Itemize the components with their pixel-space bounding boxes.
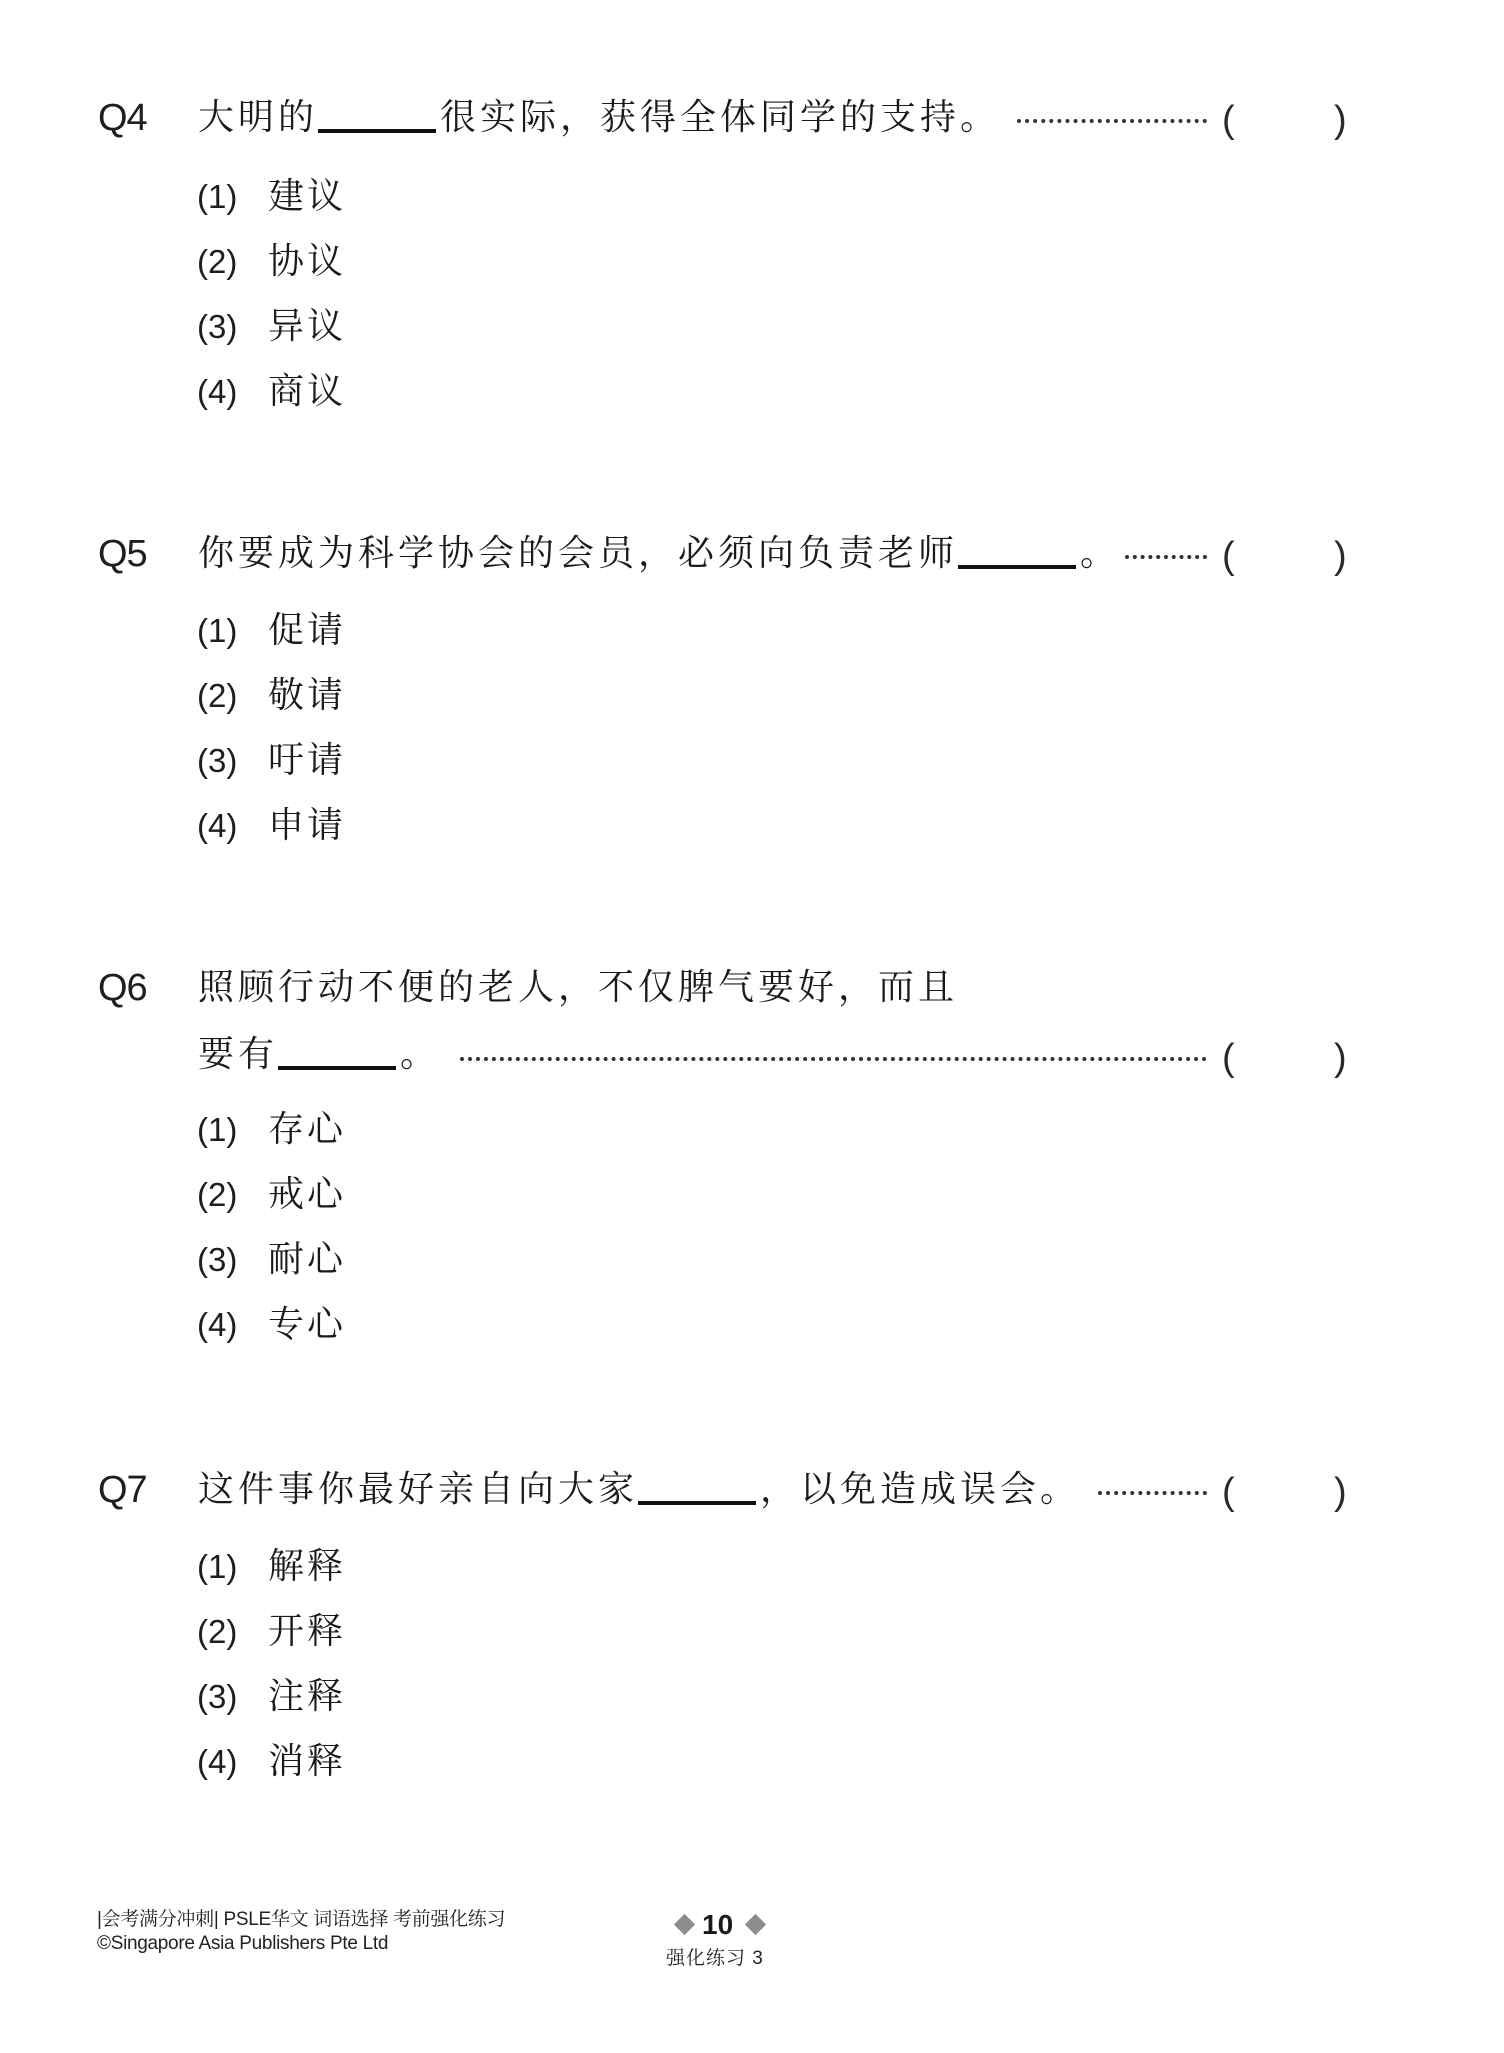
option-text: 解释 (268, 1546, 347, 1587)
answer-bracket-open: ( (1222, 1037, 1235, 1079)
stem-before: 大明的 (198, 97, 319, 138)
option-number: (2) (197, 243, 238, 280)
question-number: Q4 (98, 97, 147, 139)
leader-dots (1017, 119, 1207, 123)
stem-before: 你要成为科学协会的会员，必须向负责老师 (198, 533, 959, 574)
question-number: Q7 (98, 1469, 147, 1511)
leader-dots (460, 1057, 1207, 1061)
option-text: 存心 (268, 1109, 347, 1150)
answer-bracket-close: ) (1334, 1471, 1347, 1513)
option-number: (3) (197, 742, 238, 779)
leader-dots (1098, 1491, 1207, 1495)
question-stem (198, 1470, 1080, 1510)
option-text: 异议 (268, 306, 347, 347)
option-number: (4) (197, 1743, 238, 1780)
option-number: (3) (197, 1241, 238, 1278)
footer-series-title: |会考满分冲刺| PSLE华文 词语选择 考前强化练习 (97, 1909, 506, 1930)
answer-bracket-close: ) (1334, 1037, 1347, 1079)
option-text: 商议 (268, 371, 347, 412)
option-text: 耐心 (268, 1239, 347, 1280)
answer-bracket-open: ( (1222, 535, 1235, 577)
option-number: (3) (197, 1678, 238, 1715)
stem-after: 。 (400, 1034, 441, 1075)
question-stem-line2 (198, 1035, 440, 1075)
option-text: 敬请 (268, 675, 347, 716)
option-number: (2) (197, 1613, 238, 1650)
option-number: (4) (197, 807, 238, 844)
stem-before: 要有 (198, 1034, 279, 1075)
option-text: 专心 (268, 1304, 347, 1345)
page-number: 10 (702, 1909, 734, 1940)
question-stem (198, 534, 1120, 574)
option-text: 戒心 (268, 1174, 347, 1215)
stem-before: 这件事你最好亲自向大家 (198, 1469, 639, 1510)
option-text: 申请 (268, 805, 347, 846)
option-number: (1) (197, 1111, 238, 1148)
option-text: 开释 (268, 1611, 347, 1652)
section-label: 强化练习 3 (666, 1948, 764, 1969)
option-text: 建议 (268, 176, 347, 217)
question-number: Q5 (98, 533, 147, 575)
stem-after: 。 (1080, 533, 1121, 574)
option-number: (4) (197, 1306, 238, 1343)
option-number: (3) (197, 308, 238, 345)
answer-blank (958, 565, 1076, 569)
stem-after: 很实际，获得全体同学的支持。 (440, 97, 1001, 138)
answer-bracket-close: ) (1334, 535, 1347, 577)
question-stem-line1: 照顾行动不便的老人，不仅脾气要好，而且 (198, 967, 959, 1008)
answer-blank (278, 1066, 396, 1070)
option-number: (2) (197, 1176, 238, 1213)
option-number: (4) (197, 373, 238, 410)
footer-copyright: ©Singapore Asia Publishers Pte Ltd (97, 1933, 389, 1954)
stem-after: ，以免造成误会。 (760, 1469, 1081, 1510)
leader-dots (1125, 555, 1207, 559)
option-number: (1) (197, 612, 238, 649)
option-number: (2) (197, 677, 238, 714)
answer-bracket-close: ) (1334, 99, 1347, 141)
option-text: 促请 (268, 610, 347, 651)
diamond-icon (674, 1914, 695, 1935)
diamond-icon (745, 1914, 766, 1935)
option-text: 注释 (268, 1676, 347, 1717)
option-number: (1) (197, 178, 238, 215)
option-text: 吁请 (268, 740, 347, 781)
option-text: 消释 (268, 1741, 347, 1782)
answer-blank (638, 1501, 756, 1505)
question-number: Q6 (98, 967, 147, 1009)
answer-bracket-open: ( (1222, 1471, 1235, 1513)
option-text: 协议 (268, 241, 347, 282)
question-stem (198, 98, 1000, 138)
answer-blank (318, 129, 436, 133)
answer-bracket-open: ( (1222, 99, 1235, 141)
option-number: (1) (197, 1548, 238, 1585)
